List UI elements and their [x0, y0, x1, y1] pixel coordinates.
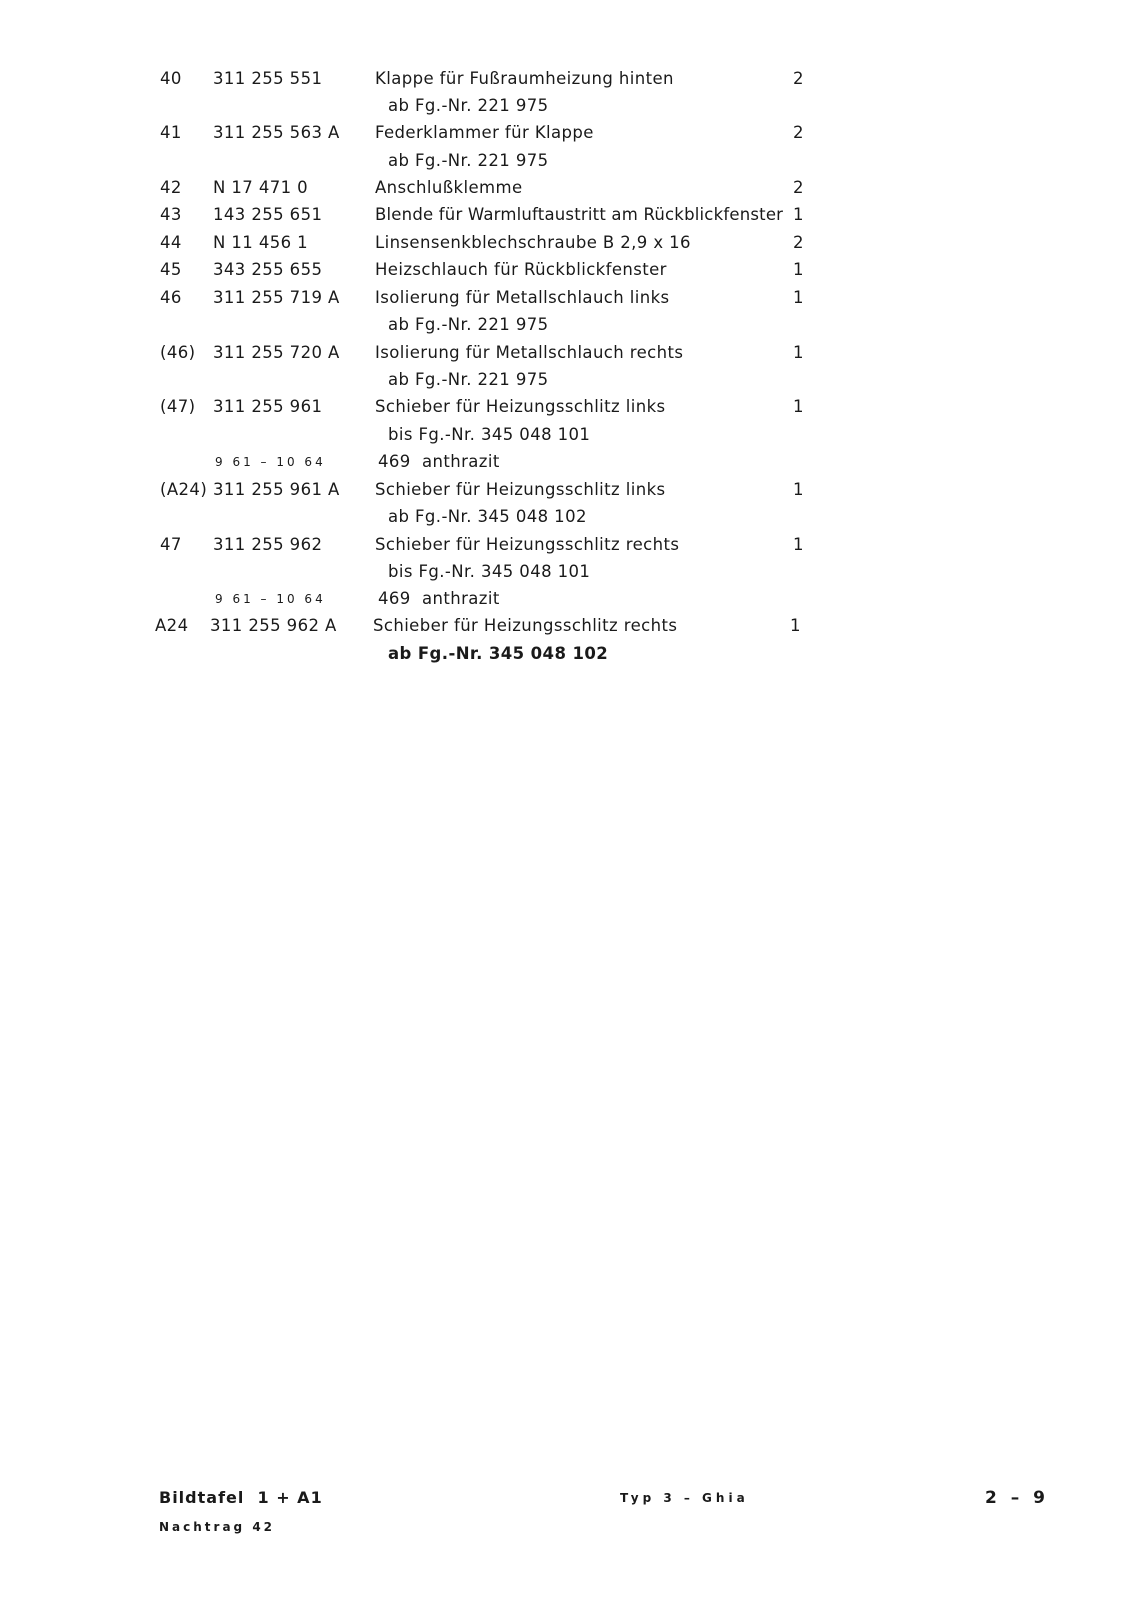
chassis-number-note: ab Fg.-Nr. 221 975 — [388, 151, 549, 170]
parts-row — [0, 476, 1137, 504]
chassis-number-note: ab Fg.-Nr. 345 048 102 — [388, 644, 609, 663]
parts-row — [0, 339, 1137, 367]
validity-date-code: 9 61 – 10 64 — [215, 592, 326, 606]
part-description: Isolierung für Metallschlauch rechts — [375, 343, 684, 362]
part-description: Heizschlauch für Rückblickfenster — [375, 260, 667, 279]
part-number: 311 255 720 A — [213, 343, 340, 362]
part-description: Schieber für Heizungsschlitz rechts — [375, 535, 680, 554]
part-number: 311 255 962 A — [210, 616, 337, 635]
parts-row — [0, 284, 1137, 312]
parts-row — [0, 612, 1137, 640]
part-number: 311 255 563 A — [213, 123, 340, 142]
chassis-number-note: bis Fg.-Nr. 345 048 101 — [388, 425, 591, 444]
colour-variant: 469 anthrazit — [378, 452, 500, 471]
parts-note-row — [0, 311, 1137, 339]
position-number: A24 — [155, 616, 189, 635]
colour-variant-row — [0, 448, 1137, 476]
parts-note-row — [0, 366, 1137, 394]
part-description: Klappe für Fußraumheizung hinten — [375, 69, 674, 88]
page-footer — [0, 1488, 1137, 1548]
parts-note-row — [0, 558, 1137, 586]
position-number: (47) — [160, 397, 196, 416]
parts-row — [0, 393, 1137, 421]
quantity: 1 — [790, 616, 801, 635]
position-number: 42 — [160, 178, 182, 197]
part-number: 343 255 655 — [213, 260, 323, 279]
part-description: Schieber für Heizungsschlitz links — [375, 397, 666, 416]
quantity: 2 — [793, 69, 804, 88]
part-number: 311 255 551 — [213, 69, 323, 88]
chassis-number-note: ab Fg.-Nr. 221 975 — [388, 96, 549, 115]
chassis-number-note: ab Fg.-Nr. 221 975 — [388, 315, 549, 334]
parts-row — [0, 174, 1137, 202]
part-number: 311 255 719 A — [213, 288, 340, 307]
colour-variant: 469 anthrazit — [378, 589, 500, 608]
part-number: 311 255 961 — [213, 397, 323, 416]
parts-note-row — [0, 503, 1137, 531]
position-number: 43 — [160, 205, 182, 224]
position-number: 40 — [160, 69, 182, 88]
quantity: 1 — [793, 260, 804, 279]
quantity: 1 — [793, 535, 804, 554]
chassis-number-note: ab Fg.-Nr. 221 975 — [388, 370, 549, 389]
parts-row — [0, 119, 1137, 147]
quantity: 1 — [793, 288, 804, 307]
plate-title: Bildtafel 1 + A1 — [159, 1488, 323, 1507]
part-description: Blende für Warmluftaustritt am Rückblickfenster — [375, 205, 784, 224]
colour-variant-row — [0, 585, 1137, 613]
part-number: 311 255 962 — [213, 535, 323, 554]
page-number: 2 – 9 — [985, 1488, 1049, 1508]
parts-note-row — [0, 421, 1137, 449]
part-number: N 11 456 1 — [213, 233, 309, 252]
quantity: 2 — [793, 123, 804, 142]
parts-note-row — [0, 92, 1137, 120]
position-number: 46 — [160, 288, 182, 307]
quantity: 1 — [793, 343, 804, 362]
position-number: 44 — [160, 233, 182, 252]
part-description: Federklammer für Klappe — [375, 123, 594, 142]
part-number: 143 255 651 — [213, 205, 323, 224]
quantity: 1 — [793, 480, 804, 499]
position-number: (46) — [160, 343, 196, 362]
position-number: (A24) — [160, 480, 208, 499]
part-description: Schieber für Heizungsschlitz links — [375, 480, 666, 499]
quantity: 2 — [793, 233, 804, 252]
supplement-label: Nachtrag 42 — [159, 1520, 276, 1534]
chassis-number-note: ab Fg.-Nr. 345 048 102 — [388, 507, 587, 526]
parts-row — [0, 229, 1137, 257]
part-description: Isolierung für Metallschlauch links — [375, 288, 670, 307]
part-number: N 17 471 0 — [213, 178, 309, 197]
part-description: Schieber für Heizungsschlitz rechts — [373, 616, 678, 635]
parts-note-row — [0, 147, 1137, 175]
quantity: 1 — [793, 397, 804, 416]
vehicle-type: Typ 3 – Ghia — [620, 1491, 749, 1505]
parts-note-row — [0, 640, 1137, 668]
parts-row — [0, 531, 1137, 559]
quantity: 2 — [793, 178, 804, 197]
position-number: 41 — [160, 123, 182, 142]
part-description: Linsensenkblechschraube B 2,9 x 16 — [375, 233, 691, 252]
part-description: Anschlußklemme — [375, 178, 523, 197]
part-number: 311 255 961 A — [213, 480, 340, 499]
position-number: 45 — [160, 260, 182, 279]
parts-row — [0, 256, 1137, 284]
validity-date-code: 9 61 – 10 64 — [215, 455, 326, 469]
parts-row — [0, 65, 1137, 93]
parts-row — [0, 201, 1137, 229]
position-number: 47 — [160, 535, 182, 554]
quantity: 1 — [793, 205, 804, 224]
chassis-number-note: bis Fg.-Nr. 345 048 101 — [388, 562, 591, 581]
